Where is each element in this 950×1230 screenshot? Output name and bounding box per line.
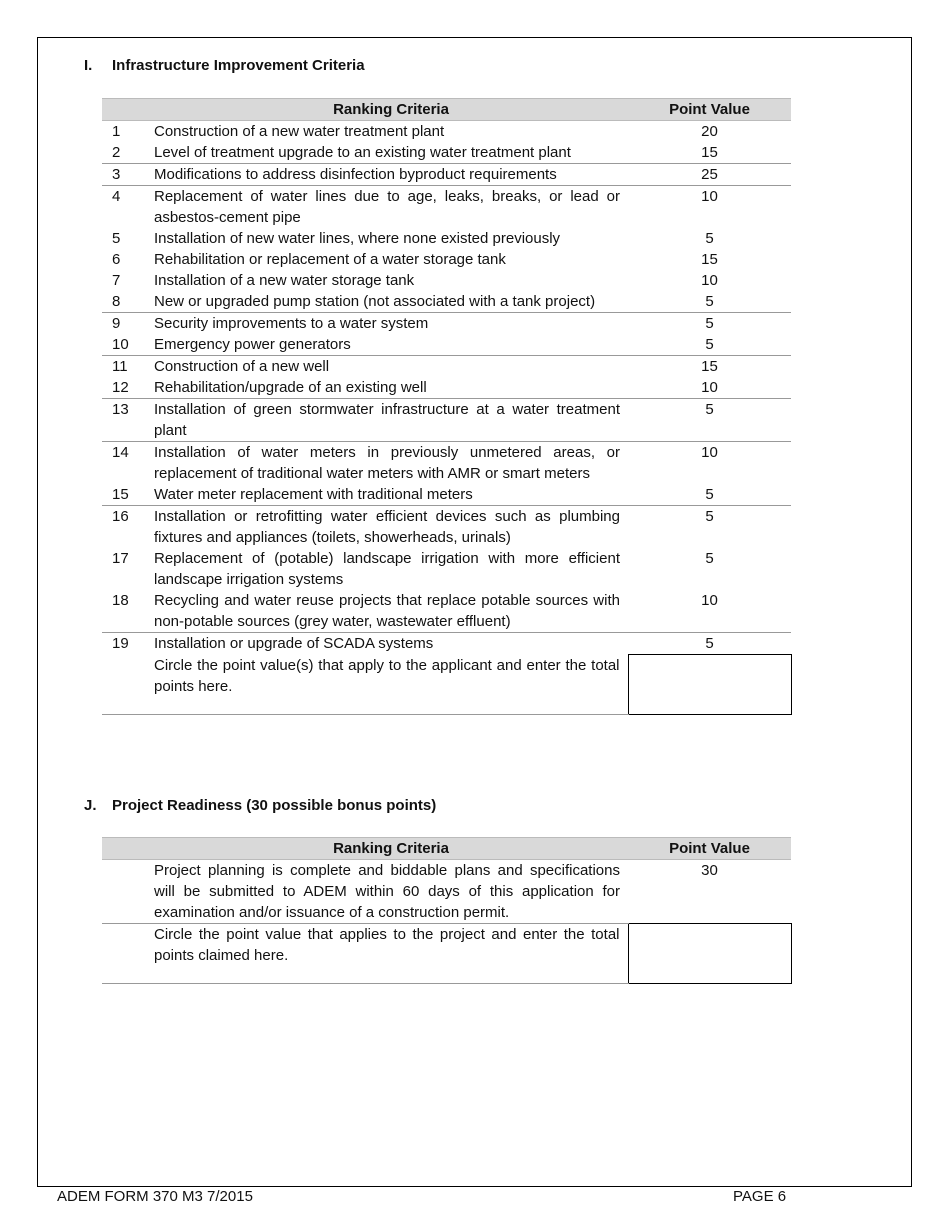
table-row xyxy=(102,270,791,291)
section-j-heading xyxy=(84,797,436,814)
row-number: 18 xyxy=(112,592,129,609)
section-j-table xyxy=(102,837,792,984)
row-criteria: Construction of a new well xyxy=(154,356,628,378)
row-number: 3 xyxy=(102,164,154,186)
table-row xyxy=(102,633,791,655)
table-row xyxy=(102,484,791,506)
row-number: 4 xyxy=(102,186,154,229)
table-row xyxy=(102,291,791,313)
table-row xyxy=(102,334,791,356)
total-row xyxy=(102,655,791,715)
table-row xyxy=(102,442,791,485)
row-points[interactable]: 10 xyxy=(701,592,718,609)
row-points[interactable]: 5 xyxy=(628,633,791,655)
footer-form-id: ADEM FORM 370 M3 7/2015 xyxy=(57,1188,253,1205)
row-number: 1 xyxy=(112,123,121,140)
header-point-value: Point Value xyxy=(628,99,791,121)
row-points[interactable]: 5 xyxy=(705,550,714,567)
row-number: 13 xyxy=(102,399,154,442)
row-criteria: New or upgraded pump station (not associated with a tank project) xyxy=(154,293,596,310)
row-criteria: Installation or upgrade of SCADA systems xyxy=(154,633,628,655)
row-criteria: Water meter replacement with traditional meters xyxy=(154,486,473,503)
row-criteria: Construction of a new water treatment plant xyxy=(154,123,445,140)
row-points[interactable]: 25 xyxy=(628,164,791,186)
row-points[interactable]: 5 xyxy=(705,293,714,310)
row-criteria: Recycling and water reuse projects that replace potable sources with non-potable sources (grey water, wastewater effluent) xyxy=(154,592,620,630)
row-number: 7 xyxy=(112,272,121,289)
section-j-title: Project Readiness (30 possible bonus points) xyxy=(112,797,437,814)
row-criteria: Rehabilitation/upgrade of an existing well xyxy=(154,379,427,396)
table-row xyxy=(102,590,791,633)
table-row xyxy=(102,142,791,164)
table-row xyxy=(102,249,791,270)
row-criteria: Replacement of water lines due to age, leaks, breaks, or lead or asbestos-cement pipe xyxy=(154,186,628,229)
row-points[interactable]: 5 xyxy=(705,336,714,353)
row-criteria: Level of treatment upgrade to an existing water treatment plant xyxy=(154,144,571,161)
row-points[interactable]: 5 xyxy=(628,399,791,442)
row-points[interactable]: 5 xyxy=(705,230,714,247)
row-number: 5 xyxy=(112,230,121,247)
row-points[interactable]: 5 xyxy=(628,313,791,335)
section-j-number: J. xyxy=(84,797,97,814)
row-criteria: Emergency power generators xyxy=(154,336,351,353)
footer-page-number: PAGE 6 xyxy=(733,1188,787,1205)
row-number: 14 xyxy=(102,442,154,485)
total-row xyxy=(102,924,791,984)
row-number: 17 xyxy=(112,550,129,567)
row-points[interactable]: 10 xyxy=(701,272,718,289)
row-points[interactable]: 20 xyxy=(701,123,718,140)
table-row xyxy=(102,121,791,143)
header-point-value: Point Value xyxy=(628,838,791,860)
row-number: 2 xyxy=(112,144,121,161)
section-i-number: I. xyxy=(84,57,93,74)
row-points[interactable]: 10 xyxy=(628,442,791,485)
row-points[interactable]: 30 xyxy=(701,862,718,879)
table-row xyxy=(102,164,791,186)
header-spacer xyxy=(102,99,154,121)
row-criteria: Project planning is complete and biddable plans and specifications will be submitted to ADEM within 60 days of this application for examination and/or issuance of a construction permit. xyxy=(154,862,620,921)
total-row-spacer xyxy=(102,655,154,715)
row-criteria: Installation of water meters in previously unmetered areas, or replacement of traditional water meters with AMR or smart meters xyxy=(154,442,628,485)
row-number: 19 xyxy=(102,633,154,655)
section-j-header-row xyxy=(102,838,791,860)
header-ranking-criteria: Ranking Criteria xyxy=(154,99,628,121)
row-criteria: Replacement of (potable) landscape irrigation with more efficient landscape irrigation systems xyxy=(154,550,620,588)
row-criteria: Installation of green stormwater infrastructure at a water treatment plant xyxy=(154,399,628,442)
row-number xyxy=(102,860,154,924)
total-points-entry-box[interactable] xyxy=(628,655,791,715)
table-row xyxy=(102,377,791,399)
section-i-table xyxy=(102,98,792,715)
row-points[interactable]: 15 xyxy=(701,144,718,161)
row-points[interactable]: 10 xyxy=(701,379,718,396)
table-row xyxy=(102,399,791,442)
row-number: 10 xyxy=(112,336,129,353)
row-number: 8 xyxy=(112,293,121,310)
total-points-entry-box[interactable] xyxy=(628,924,791,984)
row-number: 15 xyxy=(112,486,129,503)
total-row-spacer xyxy=(102,924,154,984)
row-points[interactable]: 5 xyxy=(628,506,791,549)
row-criteria: Security improvements to a water system xyxy=(154,313,628,335)
table-row xyxy=(102,313,791,335)
total-instruction: Circle the point value that applies to the project and enter the total points claimed here. xyxy=(154,924,628,984)
row-points[interactable]: 10 xyxy=(628,186,791,229)
row-criteria: Installation of new water lines, where none existed previously xyxy=(154,230,561,247)
row-number: 12 xyxy=(112,379,129,396)
row-criteria: Rehabilitation or replacement of a water storage tank xyxy=(154,251,506,268)
section-i-header-row xyxy=(102,99,791,121)
row-number: 9 xyxy=(102,313,154,335)
table-row xyxy=(102,506,791,549)
table-row xyxy=(102,356,791,378)
section-i-heading xyxy=(84,57,365,74)
row-criteria: Installation of a new water storage tank xyxy=(154,272,415,289)
section-i-title: Infrastructure Improvement Criteria xyxy=(112,57,365,74)
row-points[interactable]: 5 xyxy=(705,486,714,503)
row-number: 11 xyxy=(102,356,154,378)
table-row xyxy=(102,186,791,229)
row-points[interactable]: 15 xyxy=(628,356,791,378)
row-number: 16 xyxy=(102,506,154,549)
table-row xyxy=(102,548,791,590)
row-number: 6 xyxy=(112,251,121,268)
header-ranking-criteria: Ranking Criteria xyxy=(154,838,628,860)
header-spacer xyxy=(102,838,154,860)
table-row xyxy=(102,228,791,249)
total-instruction: Circle the point value(s) that apply to the applicant and enter the total points here. xyxy=(154,655,628,715)
row-criteria: Modifications to address disinfection byproduct requirements xyxy=(154,164,628,186)
row-points[interactable]: 15 xyxy=(701,251,718,268)
table-row xyxy=(102,860,791,924)
row-criteria: Installation or retrofitting water efficient devices such as plumbing fixtures and appliances (toilets, showerheads, urinals) xyxy=(154,506,628,549)
